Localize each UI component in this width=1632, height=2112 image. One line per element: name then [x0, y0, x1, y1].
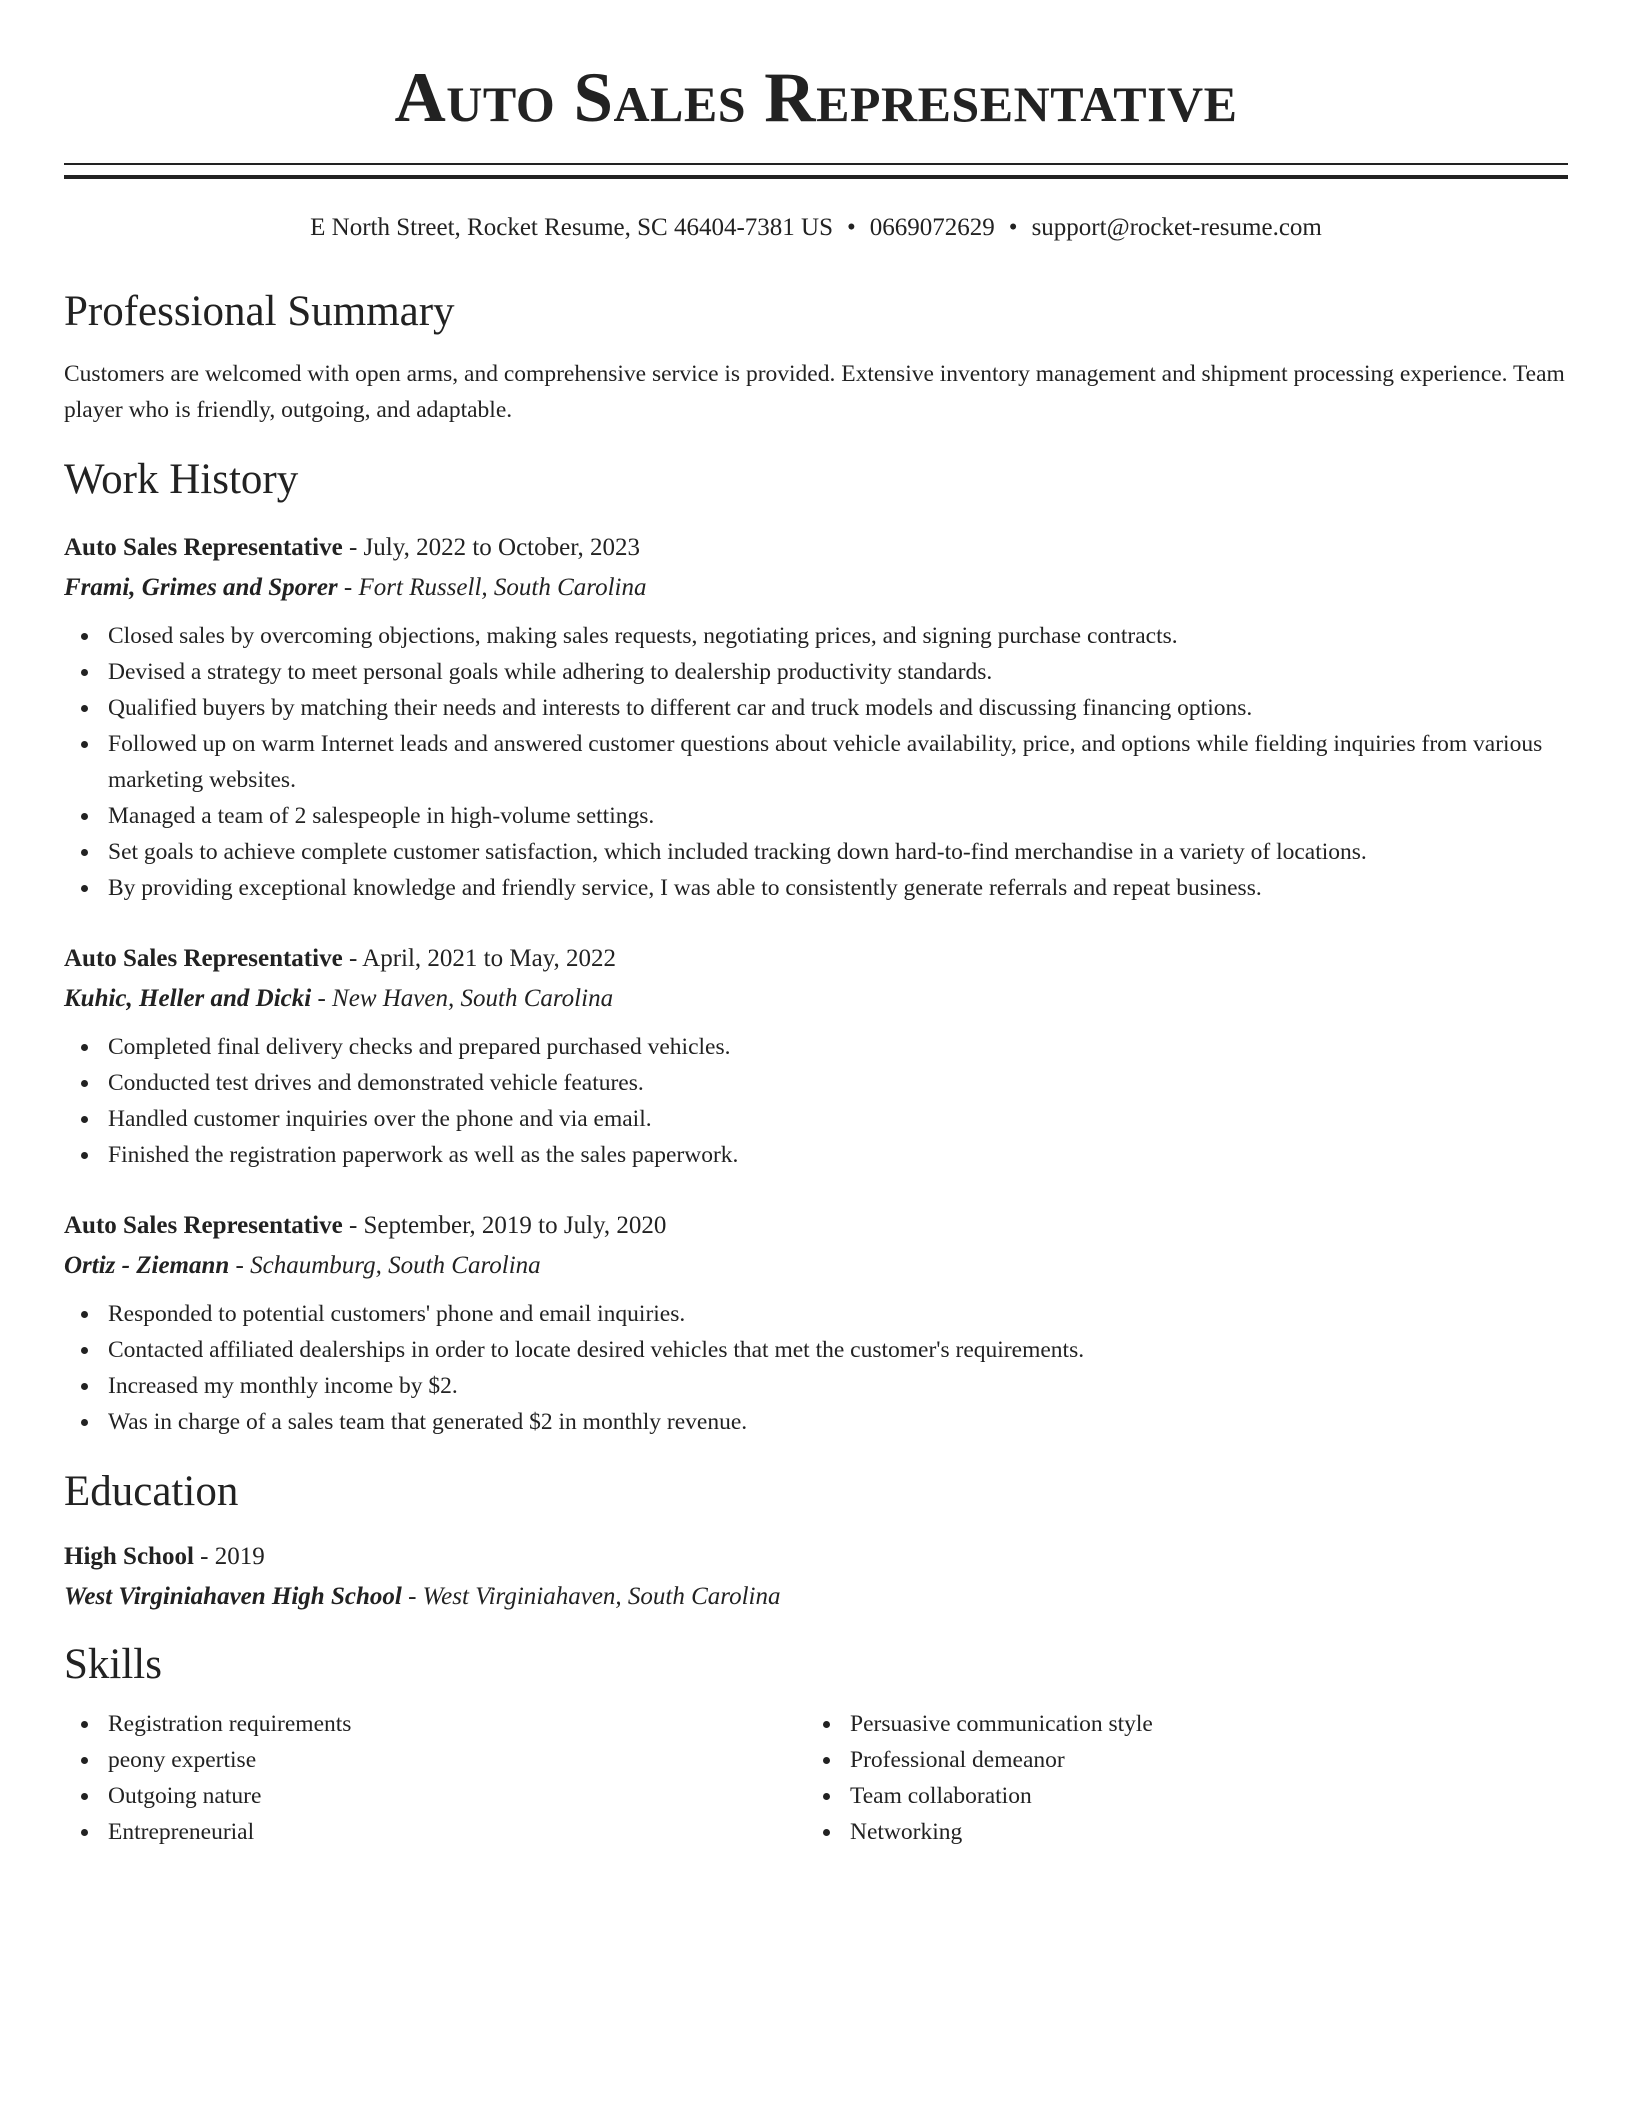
job-title: Auto Sales Representative — [64, 533, 343, 561]
education-heading: Education — [64, 1467, 239, 1515]
contact-separator: • — [847, 214, 856, 241]
list-item: Increased my monthly income by $2. — [64, 1368, 1568, 1404]
job-company: Frami, Grimes and Sporer — [64, 573, 338, 601]
job-location: - New Haven, South Carolina — [311, 984, 614, 1012]
summary-text: Customers are welcomed with open arms, and comprehensive service is provided. Extensive inventory management and shipment processing experience. Team player who is friendly, outgoing, and adaptable. — [64, 361, 1565, 424]
resume-title: Auto Sales Representative — [394, 59, 1238, 137]
skills-grid — [64, 1706, 1568, 1850]
job-dates: - July, 2022 to October, 2023 — [342, 533, 641, 561]
list-item: peony expertise — [64, 1742, 806, 1778]
job-entry — [64, 939, 1568, 1173]
list-item: Managed a team of 2 salespeople in high-volume settings. — [64, 798, 1568, 834]
list-item: Responded to potential customers' phone and email inquiries. — [64, 1296, 1568, 1332]
skills-list — [806, 1706, 1548, 1850]
job-dates: - September, 2019 to July, 2020 — [342, 1211, 667, 1239]
job-title: Auto Sales Representative — [64, 944, 343, 972]
job-duties-list — [64, 618, 1568, 906]
job-company-line — [64, 1246, 1568, 1286]
education-degree-line — [64, 1537, 1568, 1577]
job-title-line — [64, 528, 1568, 568]
job-entry — [64, 1206, 1568, 1440]
list-item: Professional demeanor — [806, 1742, 1548, 1778]
job-title-line — [64, 939, 1568, 979]
job-company: Kuhic, Heller and Dicki — [64, 984, 312, 1012]
education-school-line — [64, 1577, 1568, 1617]
list-item: Closed sales by overcoming objections, making sales requests, negotiating prices, and signing purchase contracts. — [64, 618, 1568, 654]
list-item: Team collaboration — [806, 1778, 1548, 1814]
list-item: Persuasive communication style — [806, 1706, 1548, 1742]
contact-phone: 0669072629 — [869, 214, 995, 241]
job-company: Ortiz - Ziemann — [64, 1251, 230, 1279]
list-item: Networking — [806, 1814, 1548, 1850]
skills-list — [64, 1706, 806, 1850]
list-item: Completed final delivery checks and prepared purchased vehicles. — [64, 1029, 1568, 1065]
job-duties-list — [64, 1296, 1568, 1440]
contact-address: E North Street, Rocket Resume, SC 46404-7381 US — [310, 214, 834, 241]
list-item: By providing exceptional knowledge and friendly service, I was able to consistently generate referrals and repeat business. — [64, 870, 1568, 906]
list-item: Was in charge of a sales team that generated $2 in monthly revenue. — [64, 1404, 1568, 1440]
contact-line — [64, 213, 1568, 243]
summary-heading: Professional Summary — [64, 288, 455, 335]
job-duties-list — [64, 1029, 1568, 1173]
title-double-rule — [64, 163, 1568, 179]
skills-column-right — [806, 1706, 1548, 1850]
contact-separator: • — [1008, 214, 1018, 241]
work-history-heading: Work History — [64, 456, 299, 504]
contact-email: support@rocket-resume.com — [1031, 214, 1322, 241]
list-item: Finished the registration paperwork as well as the sales paperwork. — [64, 1137, 1568, 1173]
skills-column-left — [64, 1706, 806, 1850]
list-item: Conducted test drives and demonstrated vehicle features. — [64, 1065, 1568, 1101]
education-location: - West Virginiahaven, South Carolina — [401, 1582, 781, 1610]
job-company-line — [64, 568, 1568, 608]
job-title-line — [64, 1206, 1568, 1246]
job-location: - Fort Russell, South Carolina — [337, 573, 647, 601]
education-degree: High School — [64, 1542, 194, 1570]
list-item: Handled customer inquiries over the phone and via email. — [64, 1101, 1568, 1137]
list-item: Set goals to achieve complete customer satisfaction, which included tracking down hard-to-find merchandise in a variety of locations. — [64, 834, 1568, 870]
list-item: Devised a strategy to meet personal goals while adhering to dealership productivity standards. — [64, 654, 1568, 690]
job-title: Auto Sales Representative — [64, 1211, 343, 1239]
list-item: Entrepreneurial — [64, 1814, 806, 1850]
job-location: - Schaumburg, South Carolina — [229, 1251, 541, 1279]
list-item: Outgoing nature — [64, 1778, 806, 1814]
list-item: Registration requirements — [64, 1706, 806, 1742]
list-item: Followed up on warm Internet leads and answered customer questions about vehicle availability, price, and options while fielding inquiries from various marketing websites. — [64, 726, 1568, 798]
job-dates: - April, 2021 to May, 2022 — [342, 944, 617, 972]
job-entry — [64, 528, 1568, 906]
job-company-line — [64, 979, 1568, 1019]
education-school: West Virginiahaven High School — [64, 1582, 402, 1610]
skills-heading: Skills — [64, 1640, 162, 1688]
education-entry — [64, 1537, 1568, 1617]
list-item: Qualified buyers by matching their needs and interests to different car and truck models and discussing financing options. — [64, 690, 1568, 726]
list-item: Contacted affiliated dealerships in order to locate desired vehicles that met the customer's requirements. — [64, 1332, 1568, 1368]
education-year: - 2019 — [193, 1542, 265, 1570]
